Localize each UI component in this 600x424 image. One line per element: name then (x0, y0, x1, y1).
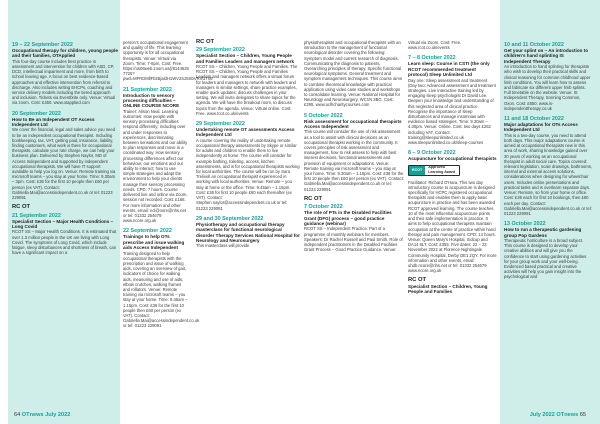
event-listing (304, 113, 404, 192)
event-date: 7 – 8 October 2022 (408, 55, 456, 62)
event-title: Physiotherapy and occupational therapy masterclass for functional neurological disorder Therapy Services National Hospital for Neurology and Neurosurgery (196, 221, 300, 243)
listing-column-3 (196, 40, 300, 406)
event-title: Introduction to sensory processing difficulties – ONLINE COURSE NCORE (123, 92, 180, 109)
listing-column-1 (12, 40, 118, 406)
event-title: Trainings to help OTs prescribe and issue walking aids Access Independent (123, 234, 185, 251)
rcot-logo-icon: RC OT (12, 204, 31, 211)
event-description: This course will consider the use of risk assessment as a tool to assist with clinical decisions as an occupational therapist working in the community. It covers principles of risk assessment and management, how to risk assess to help with best interest decisions, functional assessments and provision of equipment or adaptations. Venue: Remote training via microsoft teams – you stay at your home. Time: 9.30am – 1.15pm. Cost: £36 for the first 10 people then £60 per person (ex VAT). Contact: Gabriella.Mai@accessindependent.co.uk or tel: 01223 229091 (304, 129, 404, 192)
event-description: Therapeutic horticulture is a broad subject. This course is designed to develop your creative abilities and will give you the confidence to start using gardening activities for your group work and your well-being. Evidenced based practical and creative activities will help you gain insight into the psychological and (504, 237, 587, 280)
event-description: person's occupational engagement and quality of life. This learning opportunity is for all occupational therapists. Venue: Virtual via Zoom. Time: 7-8pm. Cost: Free. https://us06web.zoom.us/j/8144525 7725?pwd=MFRDMllFbzBjaldH1WV2S25SbVRVUT09 (123, 40, 213, 82)
event-date: 13 October 2022 (504, 221, 546, 228)
event-title: Learn sleep: Course in CSTI (the only RCOT recommended treatment protocol) Sleep Unlimited Ltd (408, 61, 490, 78)
event-description: RCOT SS – Children, Young People and Families. The RCOT SS – Children, Young People and Families Leaders and managers network offers a virtual forum for leaders and managers to network with leaders and managers in similar settings, share practice examples, enable quick updates; discuss challenges in your setting. We will invite delegates to share topics for the agenda. We will have the breakout room, to discuss topics from the agenda. Venue: Virtual online. Cost: Free. www.rcot.co.uk/events (196, 64, 298, 116)
event-description: Day one: Sleep assessment and treatment (Day two: Advanced assessment and treatment strategies. Live interactive training led by engaging sleep psychologist Dr David Lee. Deepen your knowledge and understanding of this neglected area of clinical practice. Recognise the importance of sleep disturbances and manage insomnias with evidence based strategies. Time: 9.30am – 4.30pm. Venue: Online. Cost: two days £252 including VAT. Contact: training@sleepunlimited.co.uk www.sleepunlimited.co.uk/sleep-courses (408, 77, 496, 146)
event-listing (12, 42, 118, 106)
event-description: This is a two-day course, you need to attend both days. This major adaptations course is aimed at occupational therapists new in this area of work, sharing knowledge gained over 30 years of working as an occupational therapist in adult social care. Topics covered: relevant legislation, scale drawings, bathrooms, internal and external access solutions, considerations when designing for wheelchair users. Includes online presentations and practical tasks and is overlearn separate days. Venue: Remote, so from your home or office. Cost: £36 each for first 10 bookings, then £60 each per day. Contact: Gabriella.Mai@accessindependent.co.uk or tel: 01223 229091 (504, 132, 592, 216)
event-description: Trainer: Alison Neal. Learning outcomes: How people with sensory processing difficulties respond differently; including over and under responses to experiences, discriminating between sensations and our ability to plan responses and move in a coordinated way. How sensory processing differences affect our behaviour, our emotions and our ability to interact; how to use simple strategies and adapt the environment to help your clients manage their sensory processing needs. CPD: 7 hours. Course delivered live and online via Zoom, session not recorded. Cost: £168. For more information and other events, email: ncl@nore@nhs.net or tel: 01332 254679 www.ncore.org.uk (123, 108, 188, 224)
event-date: 22 September 2022 (123, 228, 172, 235)
event-listing (504, 42, 592, 111)
rcot-logo-icon: RC OT (408, 277, 427, 284)
publication-name-left: OTnews July 2022 (21, 412, 71, 418)
listing-column-4 (304, 40, 404, 406)
event-listing (408, 150, 497, 273)
event-description: RCOT SS – Major Health Conditions. It is estimated that over 1.3 million people in the UK are living with Long Covid. The symptoms of Long Covid, which include fatigue, sleep disturbances and shortness of breath, can have a significant impact on a (12, 229, 117, 256)
badge-text: Approved Learning Award (428, 164, 456, 175)
event-description: RCOT SS – Independent Practice. Part of a programme of monthly webinars for members. Speakers: Dr Rachel Russell and Paul Smith. Role of independent practitioners in the Disabled Facilities Grant Process – Good Practice Guidance. Venue: (304, 226, 403, 253)
event-listing (196, 40, 300, 116)
event-listing (504, 221, 592, 279)
event-description: This four-day course includes best practice in assessment and intervention for children with ASD, CP, DCD, intellectual impairment and more, from birth to school leaving age. A focus on best evidence-based approaches and effective intervention from referral to discharge. Also includes writing EHCPs, coaching and service delivery models including the tiered approach and inclusion. Tickets via Eventbrite only. Venue: Virtual via zoom. Cost: £450. www.otapplied.com (12, 58, 116, 106)
page-number-right: 65 (579, 412, 586, 418)
footer-left (14, 412, 70, 418)
event-date: 29 September 2022 (196, 47, 245, 54)
event-description: An introduction to hand splinting for therapists who wish to develop their practical skills and clinical reasoning for common childhood upper limb conditions. You will learn how to assess and fabricate six different upper limb splints. Full timetable on the website. Venue: IS Independent Therapy, Sonning Common, Oxon. Cost: £650. www.is-independenttherapy.co.uk (504, 64, 591, 111)
event-listing (304, 197, 404, 252)
event-description: Virtual via Zoom. Cost: Free. www.rcot.co.uk/events (408, 40, 462, 51)
event-title: Occupational therapy for children, young people and their families, OTApplied (12, 48, 118, 59)
event-title: Specialist Section – Major Health Conditions – Long Covid (12, 218, 114, 229)
event-date: 29 and 30 September 2022 (196, 215, 264, 222)
event-description: We cover the financial, legal and sales advice you need to be an independent occupational therapist. Including bookkeeping, tax, VAT, getting paid, insurance, liability, finding customers, what work is there for occupational therapists, calculate your rate charge, we can help your business plan. Delivered by Stephen Naylor, MD of Access Independent and supported by independent occupational therapists. We will have IT support available to help you log on. Venue: Remote training via microsoft teams – you stay at your home. Time: 9.30am – 3pm. Cost: £36 for the first 10 people then £60 per person (ex VAT). Contact: Gabriella.Mai@accessindependent.co.uk or tel: 01223 229091 (12, 127, 116, 201)
approved-learning-badge (408, 165, 460, 176)
event-title: Major adaptations for OTs Access Independent Ltd (504, 122, 578, 133)
event-date: 20 September 2022 (12, 110, 61, 117)
event-date: 29 September 2022 (196, 121, 245, 128)
event-listing (408, 278, 497, 294)
event-title: The role of PTs in the Disabled Facilities Grant (DFG) process – good practice guidance (webinar) (304, 210, 392, 226)
event-description: This masterclass will provide (196, 243, 250, 249)
event-listing (408, 40, 497, 50)
event-listing (408, 55, 497, 145)
rcot-logo-icon: RC OT (304, 195, 323, 202)
event-date: 11 and 18 October 2022 (504, 116, 564, 123)
event-title: Get your splint on – An introduction to children's hand splinting IS Independent Therapy (504, 48, 589, 64)
event-title: Undertaking remote OT assessments Access Independent Ltd (196, 127, 295, 138)
rcot-logo-icon: RC OT (196, 39, 215, 45)
event-title: Specialist Section – Children, Young People and Families Leaders and managers network (196, 53, 295, 64)
event-date: 19 – 22 September 2022 (12, 42, 73, 48)
event-listing (196, 121, 300, 211)
event-listing (123, 87, 189, 224)
event-title: Acupuncture for occupational therapists (408, 156, 497, 162)
page-number-left: 64 (14, 412, 21, 418)
event-listing (123, 228, 200, 329)
event-title: Specialist Section – Children, Young People and Families (408, 283, 488, 294)
event-date: 8 – 9 October 2022 (408, 150, 456, 157)
footer-right (530, 412, 586, 418)
listing-column-5 (408, 40, 497, 406)
event-title: How to Be an Independent OT Access Independent Ltd (12, 116, 95, 128)
event-description: A course covering the reality of undertaking remote occupational therapy assessments by Skype or similar for adults and children to enable them to live independently at home. The course will consider for example bathing, toileting, access, kitchen assessments, and is for occupational therapists working for local authorities. The course will be run by Sara Trelivell an occupational therapist experienced in working with local authorities. Venue: Remote – you stay at home or the office. Time: 9.45am – 1.15pm. Cost: £36 for first 10 people £60 each thereafter (ex VAT). Contact: Stephen.naylor@accessindependent.co.uk or tel: 01223 229091 (196, 137, 300, 211)
event-title: How to run a therapeutic gardening group Pop Gardens (504, 227, 582, 238)
publication-name-right: July 2022 OTnews (529, 412, 579, 418)
event-date: 21 September 2022 (12, 212, 61, 219)
event-description: Facilitator: Richard O'Hara. This two day introductory course to acupuncture is designed specifically for HCPC registered occupational therapists and enables them to apply basic acupuncture in practice and has been awarded RCOT approved learning. The course teaches 10 of the most influential acupuncture points and their safe implementation in practice. It aims to help occupational therapists maintain occupation at the centre of practice within hand therapy and pain management. CPD: 14 hours. Venue: Queen Mary's Hospital, Sidcup and DA14 6LT. Cost: £355. Five dates: 22 – 23 November 2022 at Florence Nightingale Community Hospital, Derby DE1 2QY. For more information and other events, email: uhdb.ncore@nhs.net or tel: 01332 254679 www.ncore.org.uk (408, 179, 497, 274)
event-description: physiotherapists and occupational therapists with an introduction to the management of functional neurological disorder covering the following: Symptom model and current research of diagnosis. Communicating the diagnosis to patients. Overarching principles of therapy. Specific functional neurological symptoms. General treatment and symptom management techniques. This course aims to combine theoretical knowledge with practical application using video case studies and workshops to consolidate learning. Venue: National Hospital for Neurology and Neurosurgery, WC1N 3BG. Cost: £295. www.uclhcharitycourses.com (304, 40, 402, 108)
event-listing (304, 40, 404, 108)
event-date: 10 and 11 October 2022 (504, 42, 564, 48)
listing-column-6 (504, 40, 592, 406)
event-description: Training designed to help occupational therapists with the prescription and issue of walking aids, covering an overview of gait, indicators of choice for walking aids, measuring and use of aids, elbow crutches, walking frames and rollators. Venue: Remote training via microsoft teams – you stay at your home. Time: 9.45am – 1.15pm. Cost: £36 for the first 10 people then £60 per person (ex VAT). Contact: Gabriella.Mai@accessindependent.co.uk or tel: 01223 229091 (123, 250, 200, 329)
event-date: 21 September 2022 (123, 86, 172, 93)
event-listing (504, 116, 592, 216)
event-listing (12, 111, 118, 201)
event-date: 7 October 2022 (304, 204, 343, 211)
event-listing (196, 216, 300, 249)
event-date: 5 October 2022 (304, 112, 343, 119)
event-listing (12, 205, 118, 255)
badge-brand: RCOT (409, 166, 425, 175)
event-title: Risk assessment for occupational therapists Access Independent (304, 118, 402, 130)
